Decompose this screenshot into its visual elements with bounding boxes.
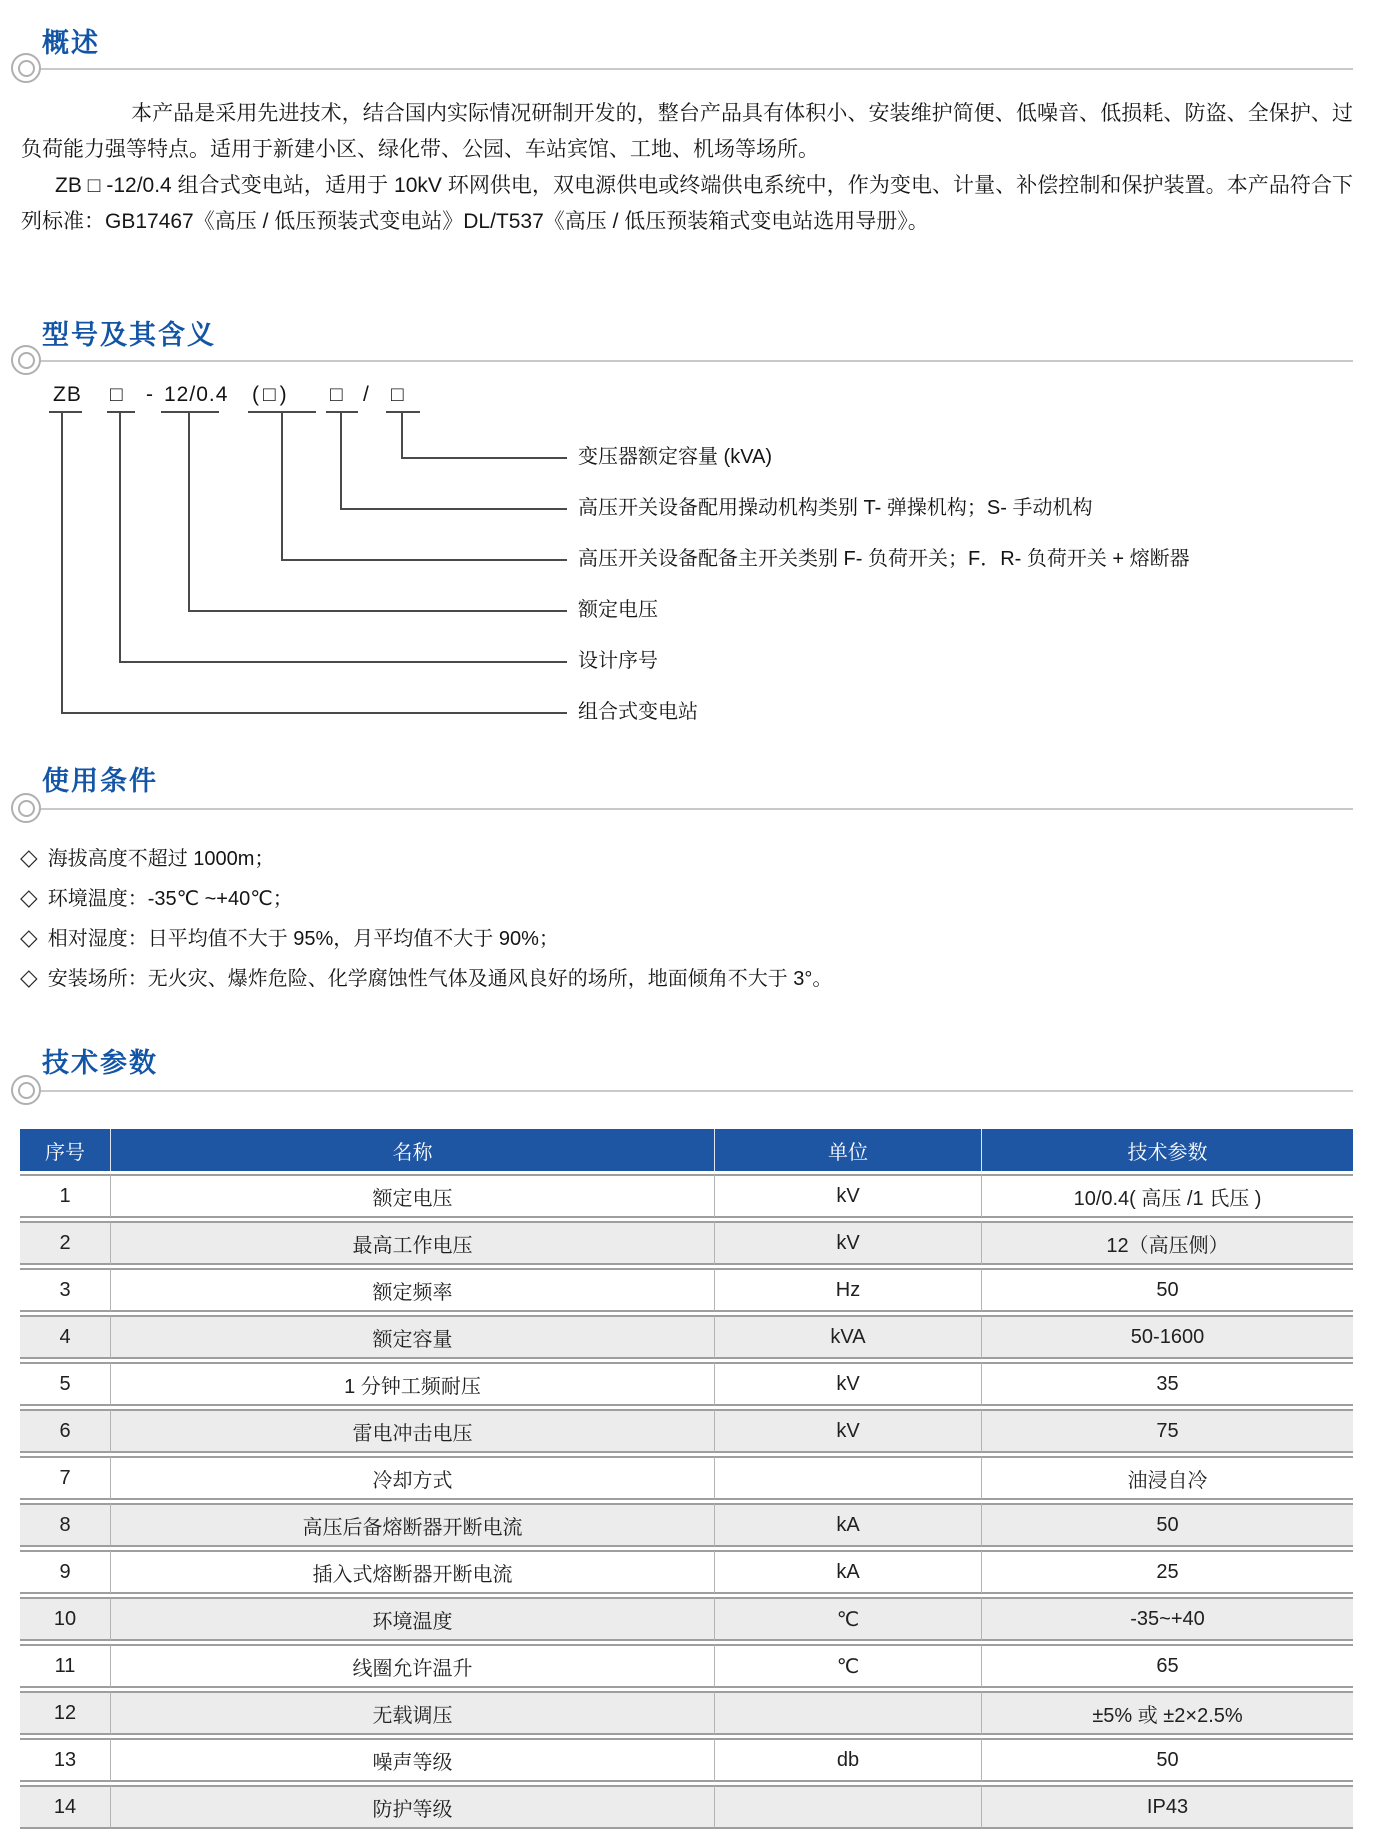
parameters-table — [20, 1126, 1353, 1832]
diamond-bullet-icon: ◇ — [20, 884, 38, 910]
section-marker-icon — [11, 345, 41, 375]
cell-name: 1 分钟工频耐压 — [110, 1362, 714, 1406]
model-token-box3: □ — [330, 383, 344, 406]
condition-text: 安装场所：无火灾、爆炸危险、化学腐蚀性气体及通风良好的场所，地面倾角不大于 3°。 — [47, 968, 833, 990]
diagram-label-design: 设计序号 — [578, 650, 658, 672]
cell-index: 1 — [20, 1174, 110, 1218]
cell-unit — [714, 1456, 981, 1500]
leader-line — [61, 413, 567, 714]
cell-unit: kV — [714, 1362, 981, 1406]
cell-unit: kV — [714, 1221, 981, 1265]
cell-name: 插入式熔断器开断电流 — [110, 1550, 714, 1594]
cell-unit: kA — [714, 1550, 981, 1594]
model-token-voltage: 12/0.4 — [164, 383, 229, 406]
cell-unit: kV — [714, 1174, 981, 1218]
cell-name: 无载调压 — [110, 1691, 714, 1735]
table-row — [20, 1644, 1353, 1688]
overview-paragraph-2: ZB □ -12/0.4 组合式变电站，适用于 10kV 环网供电，双电源供电或终端供电系统中，作为变电、计量、补偿控制和保护装置。本产品符合下列标准：GB17467《高压 / 低压预装式变电站》DL/T537《高压 / 低压预装箱式变电站选用导册》。 — [21, 174, 1353, 233]
section-divider — [20, 808, 1353, 810]
cell-index: 13 — [20, 1738, 110, 1782]
cell-index: 9 — [20, 1550, 110, 1594]
cell-unit: kVA — [714, 1315, 981, 1359]
section-title-model: 型号及其含义 — [42, 320, 216, 350]
cell-name: 噪声等级 — [110, 1738, 714, 1782]
cell-index: 14 — [20, 1785, 110, 1829]
model-token-slash: / — [363, 383, 370, 406]
cell-name: 高压后备熔断器开断电流 — [110, 1503, 714, 1547]
table-row — [20, 1221, 1353, 1265]
diagram-label-mechanism: 高压开关设备配用操动机构类别 T- 弹操机构；S- 手动机构 — [578, 497, 1093, 519]
table-row — [20, 1362, 1353, 1406]
condition-text: 海拔高度不超过 1000m； — [47, 848, 275, 870]
condition-item — [20, 842, 274, 874]
cell-unit: ℃ — [714, 1597, 981, 1641]
cell-value: 50 — [981, 1268, 1353, 1312]
cell-name: 防护等级 — [110, 1785, 714, 1829]
diagram-label-voltage: 额定电压 — [578, 599, 658, 621]
condition-item — [20, 962, 832, 994]
cell-index: 7 — [20, 1456, 110, 1500]
cell-name: 最高工作电压 — [110, 1221, 714, 1265]
cell-unit: db — [714, 1738, 981, 1782]
model-token-box2: (□) — [252, 383, 291, 406]
cell-value: 10/0.4( 高压 /1 氏压 ) — [981, 1174, 1353, 1218]
cell-name: 冷却方式 — [110, 1456, 714, 1500]
table-row — [20, 1785, 1353, 1829]
cell-index: 5 — [20, 1362, 110, 1406]
cell-unit: Hz — [714, 1268, 981, 1312]
column-header-value: 技术参数 — [981, 1129, 1353, 1171]
cell-value: 50-1600 — [981, 1315, 1353, 1359]
cell-unit — [714, 1691, 981, 1735]
cell-value: 50 — [981, 1503, 1353, 1547]
overview-paragraph-1: 本产品是采用先进技术，结合国内实际情况研制开发的，整台产品具有体积小、安装维护简便、低噪音、低损耗、防盗、全保护、过负荷能力强等特点。适用于新建小区、绿化带、公园、车站宾馆、工地、机场等场所。 — [21, 102, 1353, 161]
cell-unit: kV — [714, 1409, 981, 1453]
condition-text: 环境温度：-35℃ ~+40℃； — [47, 888, 293, 910]
cell-value: 35 — [981, 1362, 1353, 1406]
table-row — [20, 1456, 1353, 1500]
model-token-dash: - — [146, 383, 154, 406]
condition-text: 相对湿度：日平均值不大于 95%，月平均值不大于 90%； — [47, 928, 559, 950]
cell-name: 额定频率 — [110, 1268, 714, 1312]
section-marker-icon — [11, 1075, 41, 1105]
cell-index: 2 — [20, 1221, 110, 1265]
condition-item — [20, 882, 293, 914]
section-divider — [20, 360, 1353, 362]
cell-value: 65 — [981, 1644, 1353, 1688]
section-title-overview: 概述 — [42, 28, 100, 58]
table-row — [20, 1597, 1353, 1641]
table-row — [20, 1409, 1353, 1453]
table-row — [20, 1174, 1353, 1218]
cell-index: 11 — [20, 1644, 110, 1688]
section-divider — [20, 68, 1353, 70]
model-token-zb: ZB — [53, 383, 82, 406]
diagram-label-capacity: 变压器额定容量 (kVA) — [578, 446, 773, 468]
cell-value: 油浸自冷 — [981, 1456, 1353, 1500]
diamond-bullet-icon: ◇ — [20, 964, 38, 990]
column-header-name: 名称 — [110, 1129, 714, 1171]
cell-index: 8 — [20, 1503, 110, 1547]
cell-name: 额定电压 — [110, 1174, 714, 1218]
table-row — [20, 1691, 1353, 1735]
table-header-row — [20, 1129, 1353, 1171]
cell-value: ±5% 或 ±2×2.5% — [981, 1691, 1353, 1735]
cell-value: -35~+40 — [981, 1597, 1353, 1641]
cell-name: 线圈允许温升 — [110, 1644, 714, 1688]
cell-unit: ℃ — [714, 1644, 981, 1688]
diagram-label-station: 组合式变电站 — [578, 701, 698, 723]
section-title-conditions: 使用条件 — [42, 766, 158, 796]
cell-name: 额定容量 — [110, 1315, 714, 1359]
diagram-label-switch: 高压开关设备配备主开关类别 F- 负荷开关；F．R- 负荷开关 + 熔断器 — [578, 548, 1190, 570]
table-row — [20, 1738, 1353, 1782]
table-row — [20, 1503, 1353, 1547]
table-row — [20, 1550, 1353, 1594]
column-header-unit: 单位 — [714, 1129, 981, 1171]
cell-index: 6 — [20, 1409, 110, 1453]
cell-name: 雷电冲击电压 — [110, 1409, 714, 1453]
table-row — [20, 1315, 1353, 1359]
condition-item — [20, 922, 559, 954]
cell-index: 10 — [20, 1597, 110, 1641]
cell-value: 12（高压侧） — [981, 1221, 1353, 1265]
cell-name: 环境温度 — [110, 1597, 714, 1641]
section-marker-icon — [11, 53, 41, 83]
cell-unit: kA — [714, 1503, 981, 1547]
cell-value: 25 — [981, 1550, 1353, 1594]
section-marker-icon — [11, 793, 41, 823]
cell-value: 50 — [981, 1738, 1353, 1782]
column-header-index: 序号 — [20, 1129, 110, 1171]
model-token-box1: □ — [110, 383, 124, 406]
cell-index: 3 — [20, 1268, 110, 1312]
cell-value: 75 — [981, 1409, 1353, 1453]
model-token-box4: □ — [391, 383, 405, 406]
cell-unit — [714, 1785, 981, 1829]
table-row — [20, 1268, 1353, 1312]
section-divider — [20, 1090, 1353, 1092]
diamond-bullet-icon: ◇ — [20, 924, 38, 950]
cell-index: 4 — [20, 1315, 110, 1359]
diamond-bullet-icon: ◇ — [20, 844, 38, 870]
cell-index: 12 — [20, 1691, 110, 1735]
cell-value: IP43 — [981, 1785, 1353, 1829]
section-title-parameters: 技术参数 — [42, 1048, 158, 1078]
